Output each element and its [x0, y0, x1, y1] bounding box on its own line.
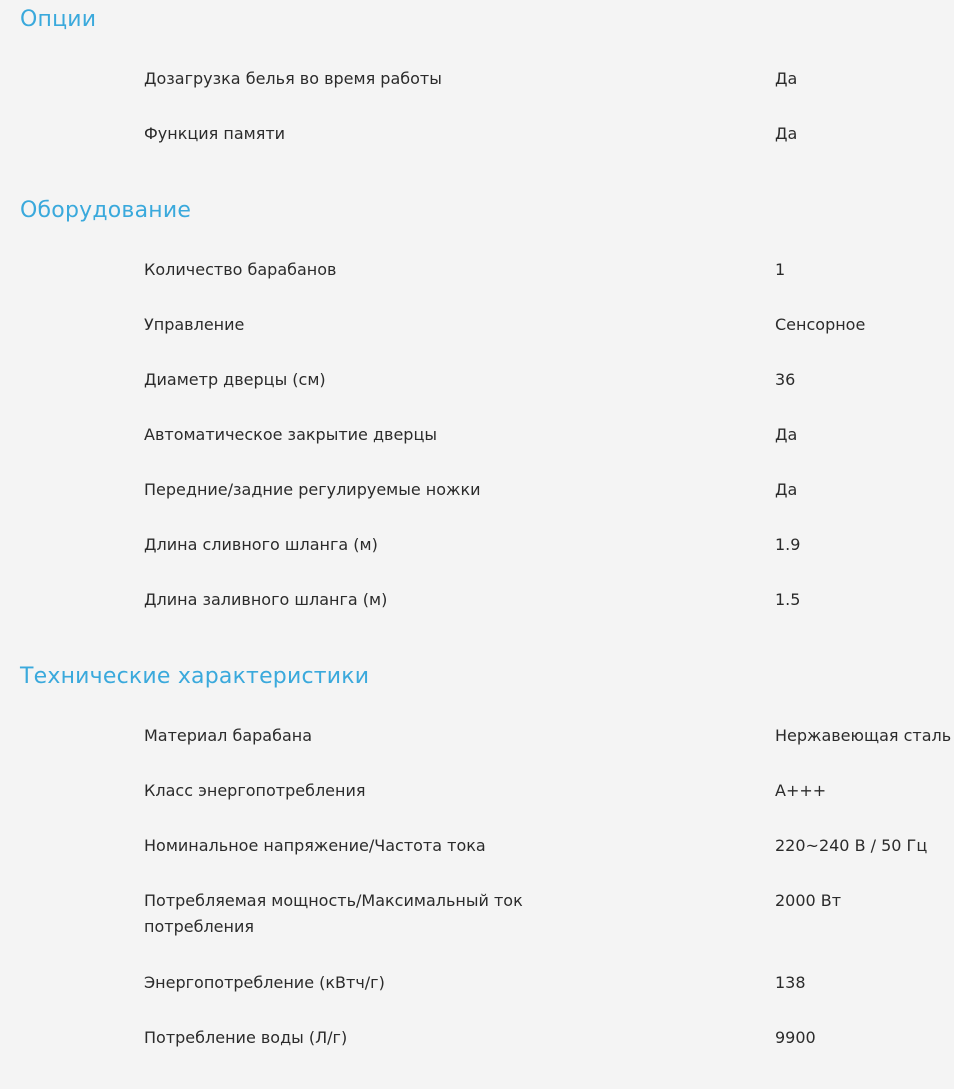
spec-value: 2000 Вт [775, 891, 842, 910]
section-title: Оборудование [20, 198, 192, 223]
spec-label: Номинальное напряжение/Частота тока [144, 836, 486, 855]
section-title: Опции [20, 7, 97, 32]
spec-label: Управление [144, 315, 245, 334]
spec-value: 1.9 [775, 535, 801, 554]
spec-label: Количество барабанов [144, 260, 337, 279]
spec-label: Длина сливного шланга (м) [144, 535, 378, 554]
section-title: Технические характеристики [20, 664, 370, 689]
spec-label: Передние/задние регулируемые ножки [144, 480, 481, 499]
spec-value: 9900 [775, 1028, 816, 1047]
spec-label: Длина заливного шланга (м) [144, 590, 388, 609]
spec-label: Потребление воды (Л/г) [144, 1028, 348, 1047]
spec-value: 1.5 [775, 590, 801, 609]
spec-value: 1 [775, 260, 786, 279]
spec-value: Сенсорное [775, 315, 866, 334]
spec-label: Класс энергопотребления [144, 781, 366, 800]
spec-label: Потребляемая мощность/Максимальный ток потребления [144, 891, 523, 936]
spec-label: Дозагрузка белья во время работы [144, 69, 442, 88]
spec-label: Автоматическое закрытие дверцы [144, 425, 437, 444]
spec-value: Да [775, 124, 798, 143]
spec-value: 138 [775, 973, 806, 992]
spec-value: Да [775, 480, 798, 499]
spec-value: 36 [775, 370, 796, 389]
spec-value: 220~240 В / 50 Гц [775, 836, 928, 855]
spec-value: Нержавеющая сталь [775, 726, 952, 745]
spec-label: Диаметр дверцы (см) [144, 370, 326, 389]
spec-value: A+++ [775, 781, 827, 800]
spec-label: Функция памяти [144, 124, 286, 143]
spec-label: Материал барабана [144, 726, 313, 745]
spec-label: Энергопотребление (кВтч/г) [144, 973, 385, 992]
spec-value: Да [775, 69, 798, 88]
spec-value: Да [775, 425, 798, 444]
